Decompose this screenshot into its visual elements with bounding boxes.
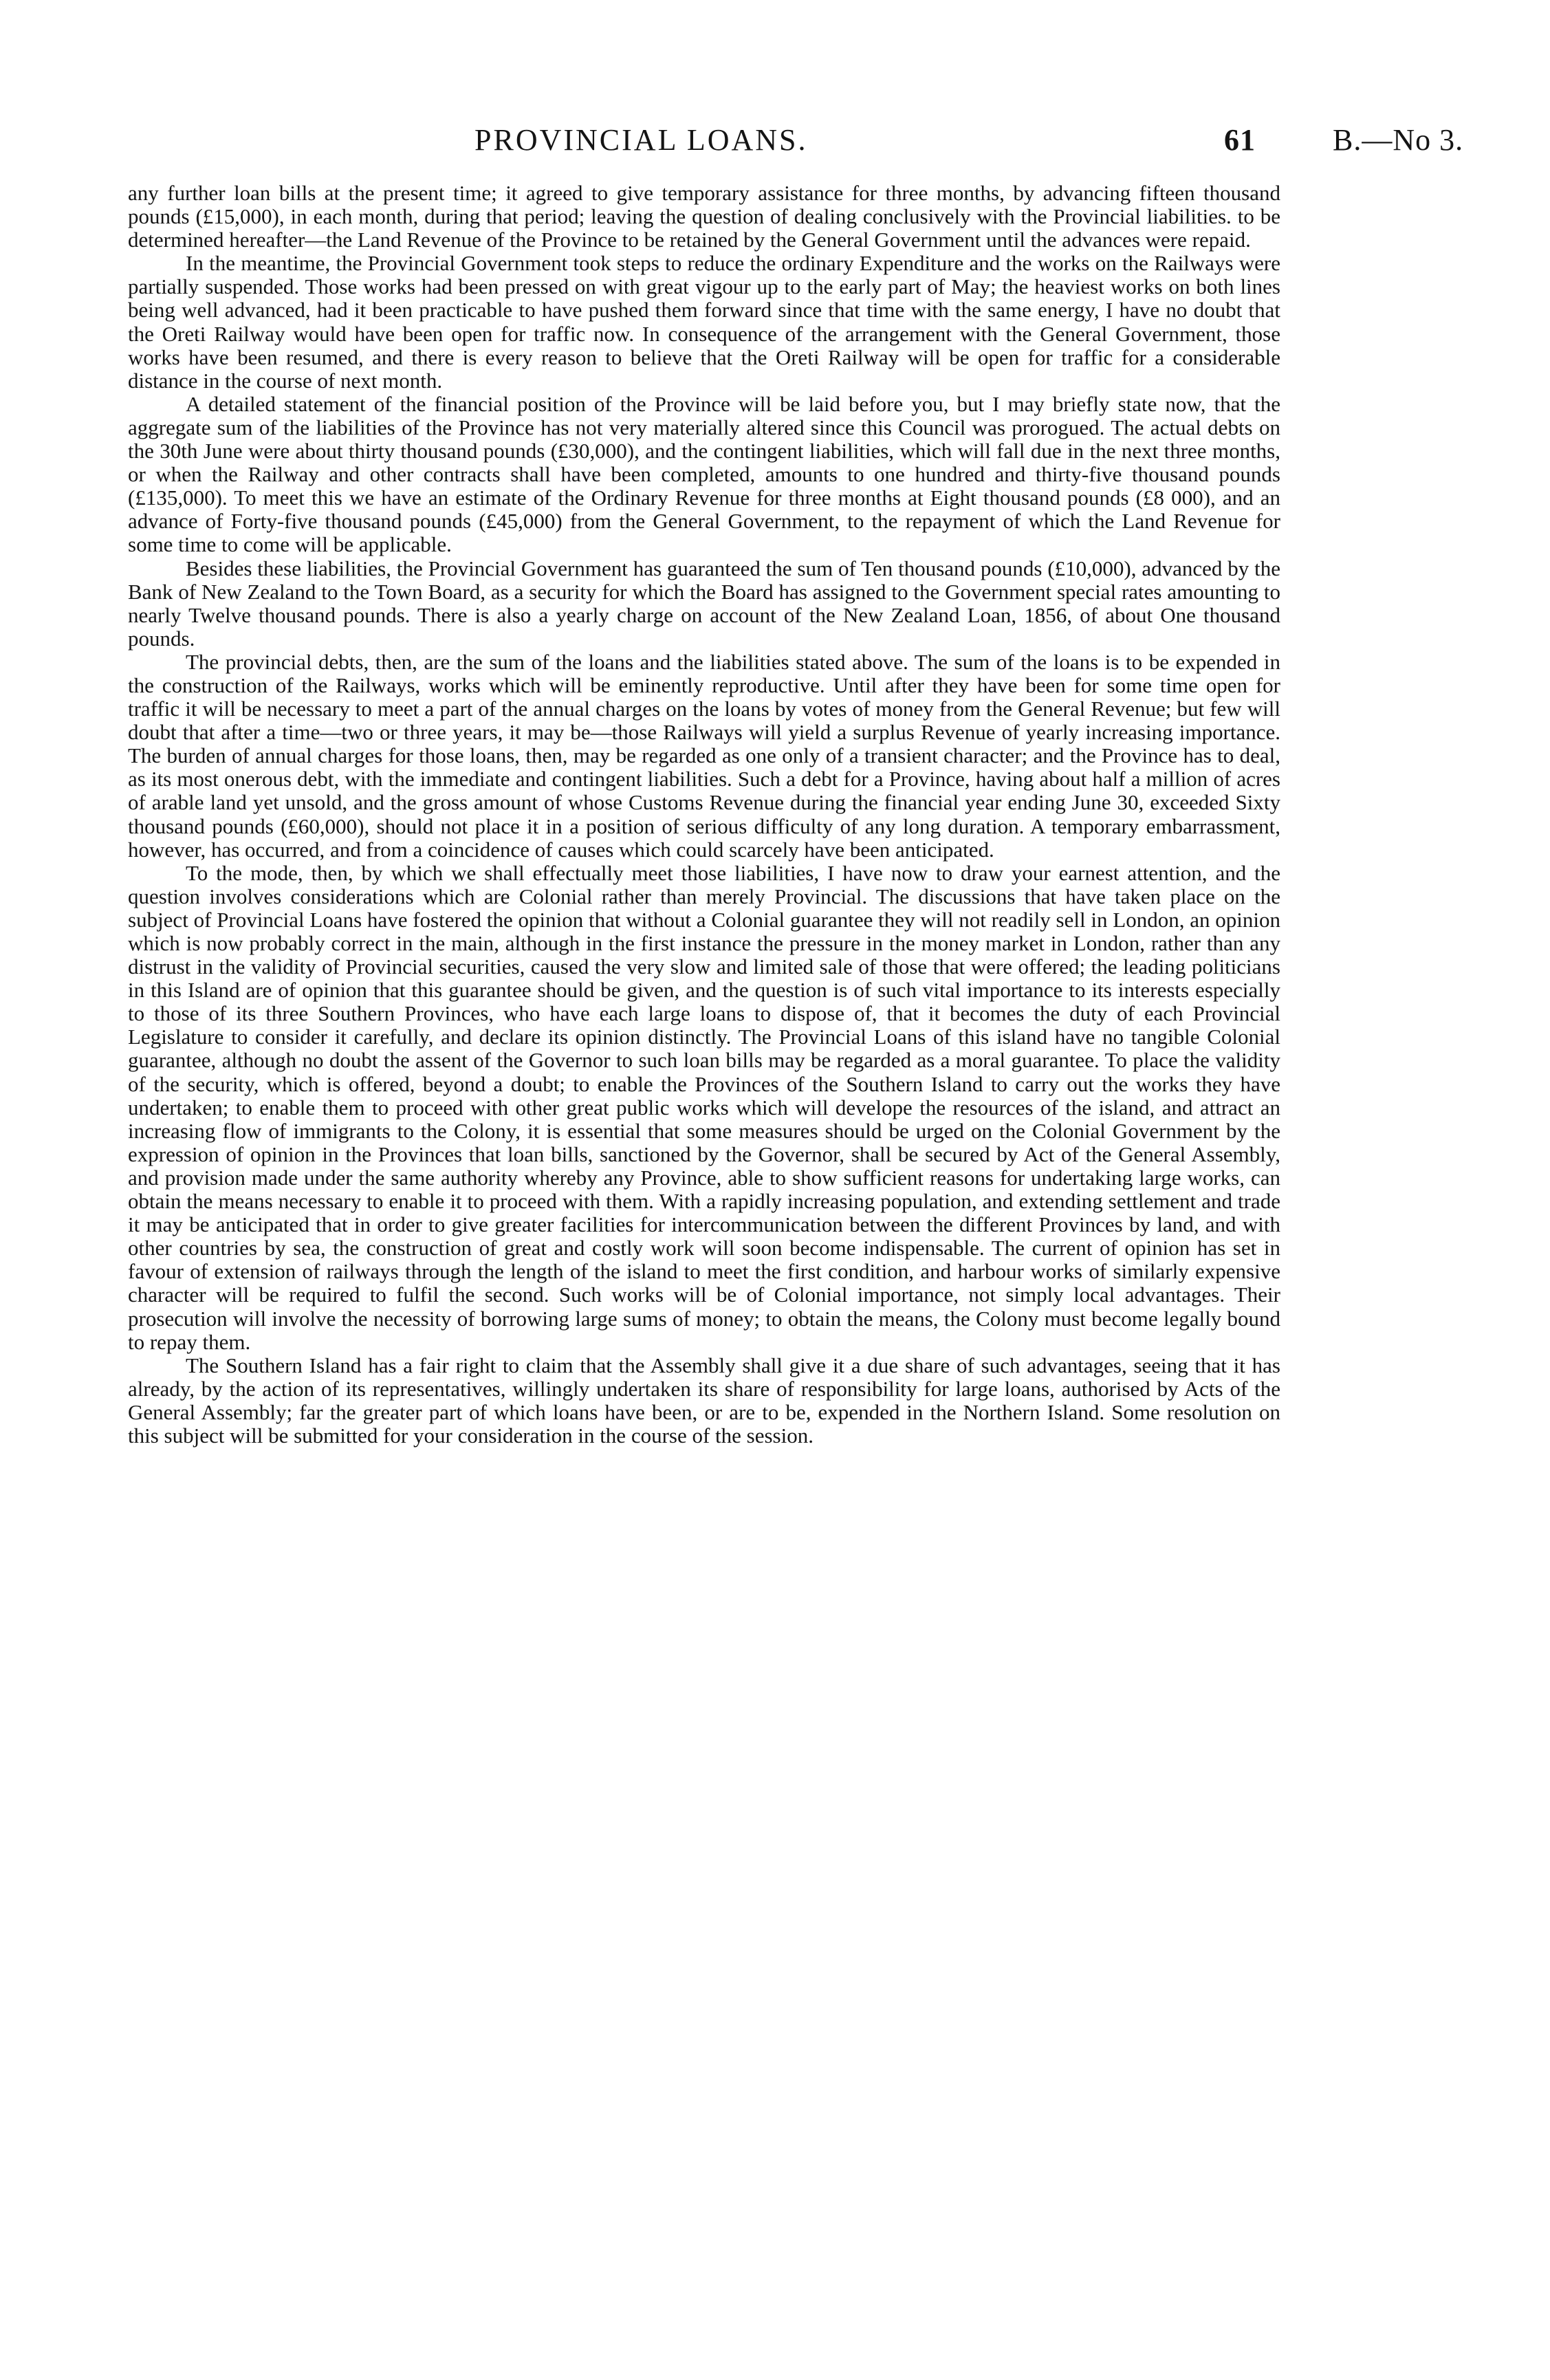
page-number: 61 (1224, 123, 1256, 157)
running-title: PROVINCIAL LOANS. (474, 123, 808, 157)
paragraph-southern-island: The Southern Island has a fair right to claim that the Assembly shall give it a due share of such advantages, seeing that it has already, by the action of its representatives, willingly undertaken its share of responsibility for large loans, authorised by Acts of the General Assembly; far the greater part of which loans have been, or are to be, expended in the Northern Island. Some resolution on this subject will be submitted for your consideration in the course of the session. (128, 1353, 1280, 1448)
paragraph-financial-position: A detailed statement of the financial position of the Province will be laid before you, but I may briefly state now, that the aggregate sum of the liabilities of the Province has not very materially altered since this Council was prorogued. The actual debts on the 30th June were about thirty thousand pounds (£30,000), and the contingent liabilities, which will fall due in the next three months, or when the Railway and other contracts shall have been completed, amounts to one hundred and thirty-five thousand pounds (£135,000). To meet this we have an estimate of the Ordinary Revenue for three months at Eight thousand pounds (£8 000), and an advance of Forty-five thousand pounds (£45,000) from the General Government, to the repayment of which the Land Revenue for some time to come will be applicable. (128, 391, 1280, 557)
paragraph-guarantee-liabilities: Besides these liabilities, the Provincial Government has guaranteed the sum of Ten thousand pounds (£10,000), advanced by the Bank of New Zealand to the Town Board, as a security for which the Board has assigned to the Government special rates amounting to nearly Twelve thousand pounds. There is also a yearly charge on account of the New Zealand Loan, 1856, of about One thousand pounds. (128, 556, 1280, 651)
paragraph-continuation: any further loan bills at the present time; it agreed to give temporary assistance for three months, by advancing fifteen thousand pounds (£15,000), in each month, during that period; leaving the question of dealing conclusively with the Provincial liabilities. to be determined hereafter—the Land Revenue of the Province to be retained by the General Government until the advances were repaid. (128, 181, 1280, 252)
document-reference: B.—No 3. (1333, 123, 1464, 157)
paragraph-railway-works: In the meantime, the Provincial Government took steps to reduce the ordinary Expenditure and the works on the Railways were partially suspended. Those works had been pressed on with great vigour up to the early part of May; the heaviest works on both lines being well advanced, had it been practicable to have pushed them forward since that time with the same energy, I have no doubt that the Oreti Railway would have been open for traffic now. In consequence of the arrangement with the General Government, those works have been resumed, and there is every reason to believe that the Oreti Railway will be open for traffic for a considerable distance in the course of next month. (128, 251, 1280, 393)
paragraph-provincial-debts: The provincial debts, then, are the sum of the loans and the liabilities stated above. The sum of the loans is to be expended in the construction of the Railways, works which will be eminently reproductive. Until after they have been for some time open for traffic it will be necessary to meet a part of the annual charges on the loans by votes of money from the General Revenue; but few will doubt that after a time—two or three years, it may be—those Railways will yield a surplus Revenue of yearly increasing importance. The burden of annual charges for those loans, then, may be regarded as one only of a transient character; and the Province has to deal, as its most onerous debt, with the immediate and contingent liabilities. Such a debt for a Province, having about half a million of acres of arable land yet unsold, and the gross amount of whose Customs Revenue during the financial year ending June 30, exceeded Sixty thousand pounds (£60,000), should not place it in a position of serious difficulty of any long duration. A temporary embarrassment, however, has occurred, and from a coincidence of causes which could scarcely have been anticipated. (128, 649, 1280, 862)
page-header (0, 122, 1550, 164)
paragraph-colonial-guarantee: To the mode, then, by which we shall effectually meet those liabilities, I have now to draw your earnest attention, and the question involves considerations which are Colonial rather than merely Provincial. The discussions that have taken place on the subject of Provincial Loans have fostered the opinion that without a Colonial guarantee they will not readily sell in London, an opinion which is now probably correct in the main, although in the first instance the pressure in the money market in London, rather than any distrust in the validity of Provincial securities, caused the very slow and limited sale of those that were offered; the leading politicians in this Island are of opinion that this guarantee should be given, and the question is of such vital importance to its interests especially to those of its three Southern Provinces, who have each large loans to dispose of, that it becomes the duty of each Provincial Legislature to consider it carefully, and declare its opinion distinctly. The Provincial Loans of this island have no tangible Colonial guarantee, although no doubt the assent of the Governor to such loan bills may be regarded as a moral guarantee. To place the validity of the security, which is offered, beyond a doubt; to enable the Provinces of the Southern Island to carry out the works they have undertaken; to enable them to proceed with other great public works which will develope the resources of the island, and attract an increasing flow of immigrants to the Colony, it is essential that some measures should be urged on the Colonial Government by the expression of opinion in the Provinces that loan bills, sanctioned by the Governor, shall be secured by Act of the General Assembly, and provision made under the same authority whereby any Province, able to show sufficient reasons for undertaking large works, can obtain the means necessary to enable it to proceed with them. With a rapidly increasing population, and extending settlement and trade it may be anticipated that in order to give greater facilities for intercommunication between the different Provinces by land, and with other countries by sea, the construction of great and costly work will soon become indispensable. The current of opinion has set in favour of extension of railways through the length of the island to meet the first condition, and harbour works of similarly expensive character will be required to fulfil the second. Such works will be of Colonial importance, not simply local advantages. Their prosecution will involve the necessity of borrowing large sums of money; to obtain the means, the Colony must become legally bound to repay them. (128, 860, 1280, 1354)
body-text (128, 182, 1280, 1448)
